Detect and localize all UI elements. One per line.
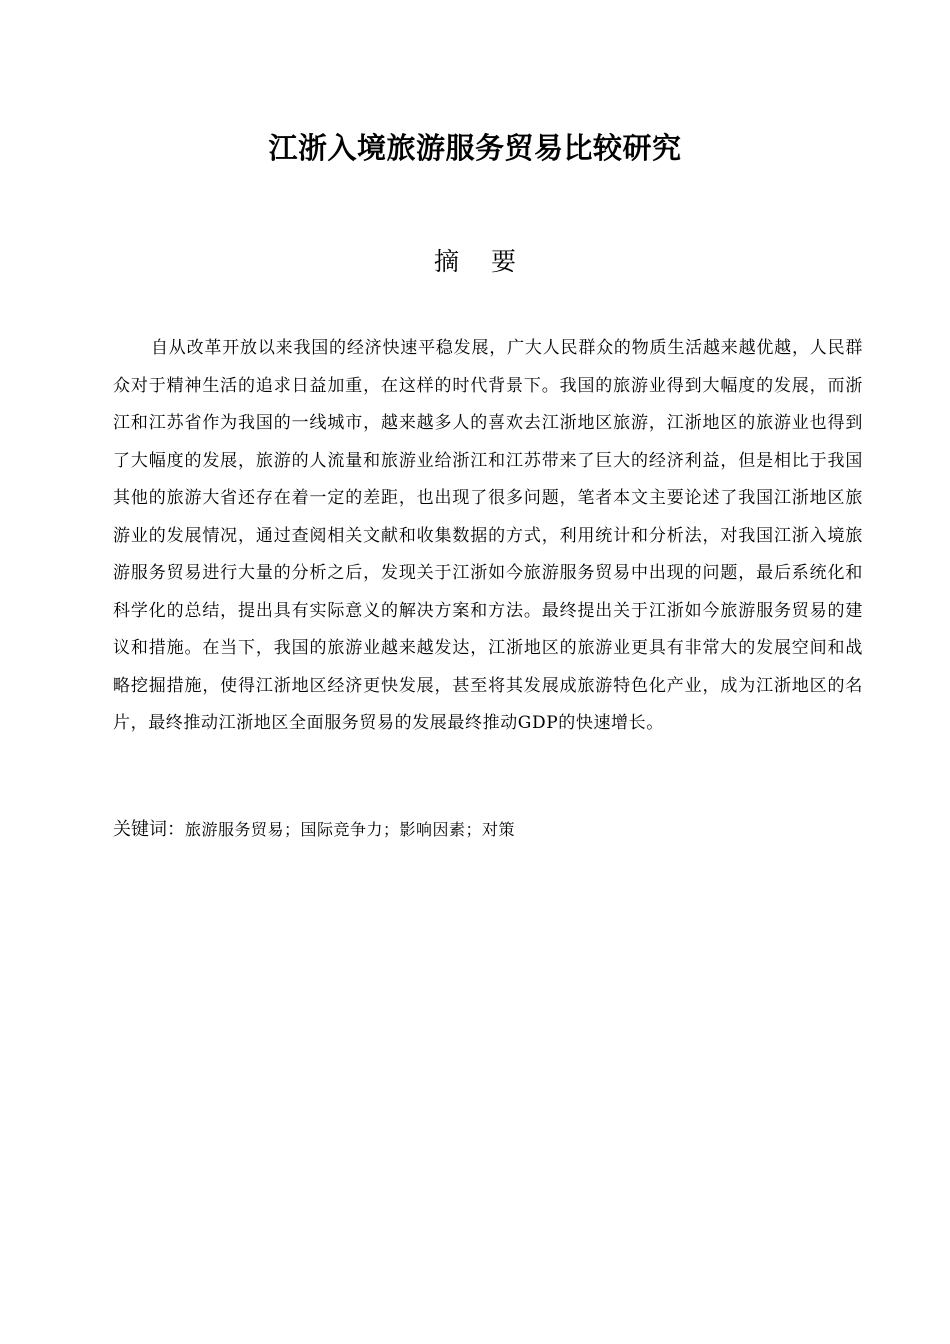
abstract-body: 自从改革开放以来我国的经济快速平稳发展，广大人民群众的物质生活越来越优越，人民群众对于精神生活的追求日益加重，在这样的时代背景下。我国的旅游业得到大幅度的发展，而浙江和江苏省作为我国的一线城市，越来越多人的喜欢去江浙地区旅游，江浙地区的旅游业也得到了大幅度的发展，旅游的人流量和旅游业给浙江和江苏带来了巨大的经济利益，但是相比于我国其他的旅游大省还存在着一定的差距，也出现了很多问题，笔者本文主要论述了我国江浙地区旅游业的发展情况，通过查阅相关文献和收集数据的方式，利用统计和分析法，对我国江浙入境旅游服务贸易进行大量的分析之后，发现关于江浙如今旅游服务贸易中出现的问题，最后系统化和科学化的总结，提出具有实际意义的解决方案和方法。最终提出关于江浙如今旅游服务贸易的建议和措施。在当下，我国的旅游业越来越发达，江浙地区的旅游业更具有非常大的发展空间和战略挖掘措施，使得江浙地区经济更快发展，甚至将其发展成旅游特色化产业，成为江浙地区的名片，最终推动江浙地区全面服务贸易的发展最终推动GDP的快速增长。 [113, 338, 863, 733]
keywords-label: 关键词： [113, 819, 185, 840]
document-title: 江浙入境旅游服务贸易比较研究 [268, 131, 682, 165]
keywords-line [113, 814, 863, 847]
keywords-value: 旅游服务贸易；国际竞争力；影响因素；对策 [185, 820, 516, 839]
abstract-heading: 摘 要 [434, 247, 528, 276]
